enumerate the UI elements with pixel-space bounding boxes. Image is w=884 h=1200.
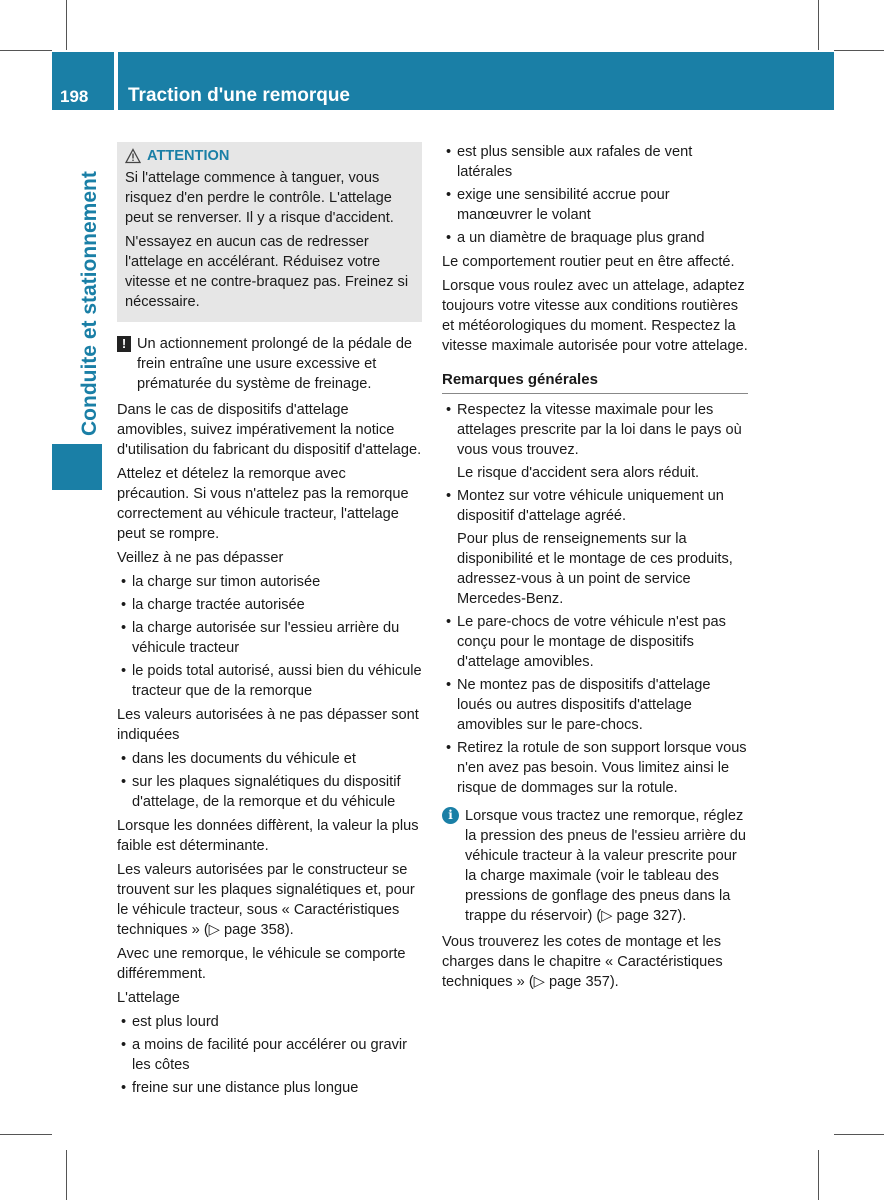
- paragraph: Les valeurs autorisées par le constructeur se trouvent sur les plaques signalétiques et, pour le véhicule tracteur, sous « Caractéristiques techniques » (▷ page 358).: [117, 862, 415, 938]
- list-item-text: Montez sur votre véhicule uniquement un dispositif d'attelage agréé.: [457, 488, 724, 524]
- info-note: [442, 806, 748, 926]
- warning-box: [117, 142, 422, 322]
- list-item-text: Le pare-chocs de votre véhicule n'est pas conçu pour le montage de dispositifs d'attelage amovibles.: [457, 614, 726, 670]
- list-item: • exige une sensibilité accrue pour manœuvrer le volant: [442, 185, 748, 225]
- paragraph: Lorsque les données diffèrent, la valeur la plus faible est déterminante.: [117, 818, 419, 854]
- paragraph: Lorsque vous roulez avec un attelage, adaptez toujours votre vitesse aux conditions routières et météorologiques du moment. Respectez la vitesse maximale autorisée pour votre attelage.: [442, 278, 748, 354]
- list-item: • la charge tractée autorisée: [117, 595, 422, 615]
- list-item: [442, 612, 748, 672]
- list-item: • a un diamètre de braquage plus grand: [442, 228, 748, 248]
- paragraph: Avec une remorque, le véhicule se comporte différemment.: [117, 946, 406, 982]
- list-item: • est plus lourd: [117, 1012, 422, 1032]
- list-item-subtext: Pour plus de renseignements sur la disponibilité et le montage de ces produits, adressez-vous à un point de service Mercedes-Benz.: [457, 531, 733, 607]
- crop-mark: [0, 1134, 52, 1135]
- list-item-text: Ne montez pas de dispositifs d'attelage loués ou autres dispositifs d'attelage amovibles sur le pare-chocs.: [457, 677, 711, 733]
- warning-text: Si l'attelage commence à tanguer, vous risquez d'en perdre le contrôle. L'attelage peut se renverser. Il y a risque d'accident.: [125, 170, 394, 226]
- caution-note: [117, 334, 422, 394]
- list-item: • freine sur une distance plus longue: [117, 1078, 422, 1098]
- remarks-list: [442, 400, 748, 798]
- behavior-list-continued: [442, 142, 748, 248]
- crop-mark: [66, 1150, 67, 1200]
- paragraph: Veillez à ne pas dépasser: [117, 550, 284, 566]
- warning-triangle-icon: [125, 148, 141, 164]
- section-side-block: [52, 444, 102, 490]
- paragraph: Dans le cas de dispositifs d'attelage amovibles, suivez impérativement la notice d'utilisation du fabricant du dispositif d'attelage.: [117, 402, 422, 458]
- list-item: • a moins de facilité pour accélérer ou gravir les côtes: [117, 1035, 422, 1075]
- list-item: • le poids total autorisé, aussi bien du véhicule tracteur que de la remorque: [117, 661, 422, 701]
- list-item-text: Retirez la rotule de son support lorsque vous n'en avez pas besoin. Vous limitez ainsi le risque de dommages sur la rotule.: [457, 740, 747, 796]
- list-item-text: Respectez la vitesse maximale pour les attelages prescrite par la loi dans le pays où vous vous trouvez.: [457, 402, 742, 458]
- crop-mark: [818, 1150, 819, 1200]
- crop-mark: [66, 0, 67, 50]
- list-item: [442, 738, 748, 798]
- warning-text: N'essayez en aucun cas de redresser l'attelage en accélérant. Réduisez votre vitesse et ne contre-braquez pas. Freinez si nécessaire.: [125, 234, 409, 310]
- behavior-list: [117, 1012, 422, 1098]
- list-item: • sur les plaques signalétiques du dispositif d'attelage, de la remorque et du véhicule: [117, 772, 422, 812]
- limits-list: [117, 572, 422, 701]
- list-item-subtext: Le risque d'accident sera alors réduit.: [457, 465, 700, 481]
- paragraph: Vous trouverez les cotes de montage et les charges dans le chapitre « Caractéristiques techniques » (▷ page 357).: [442, 934, 723, 990]
- info-note-text: Lorsque vous tractez une remorque, réglez la pression des pneus de l'essieu arrière du véhicule tracteur à la valeur prescrite pour la charge maximale (voir le tableau des pressions de gonflage des pneus dans la trappe du réservoir) (▷ page 327).: [465, 808, 747, 924]
- paragraph: L'attelage: [117, 990, 180, 1006]
- list-item: [442, 486, 748, 609]
- list-item: • dans les documents du véhicule et: [117, 749, 422, 769]
- crop-mark: [818, 0, 819, 50]
- list-item: • la charge autorisée sur l'essieu arrière du véhicule tracteur: [117, 618, 422, 658]
- sources-list: [117, 749, 422, 812]
- caution-note-text: Un actionnement prolongé de la pédale de frein entraîne une usure excessive et prématurée du système de freinage.: [137, 336, 413, 392]
- page-title: Traction d'une remorque: [128, 85, 350, 106]
- crop-mark: [834, 1134, 884, 1135]
- section-side-tab: Conduite et stationnement: [78, 171, 101, 436]
- right-column: [442, 142, 748, 996]
- warning-title: ATTENTION: [147, 148, 230, 164]
- list-item: • la charge sur timon autorisée: [117, 572, 422, 592]
- info-icon: i: [442, 807, 459, 824]
- paragraph: Le comportement routier peut en être affecté.: [442, 254, 735, 270]
- left-column: [117, 142, 422, 1102]
- paragraph: Attelez et dételez la remorque avec précaution. Si vous n'attelez pas la remorque correctement au véhicule tracteur, l'attelage peut se rompre.: [117, 466, 409, 542]
- crop-mark: [0, 50, 52, 51]
- page-number: 198: [60, 87, 89, 106]
- paragraph: Les valeurs autorisées à ne pas dépasser sont indiquées: [117, 707, 419, 743]
- section-heading: Remarques générales: [442, 370, 748, 394]
- exclamation-icon: !: [117, 336, 131, 352]
- list-item: [442, 675, 748, 735]
- list-item: [442, 400, 748, 483]
- crop-mark: [834, 50, 884, 51]
- list-item: • est plus sensible aux rafales de vent latérales: [442, 142, 748, 182]
- warning-header: [125, 146, 414, 166]
